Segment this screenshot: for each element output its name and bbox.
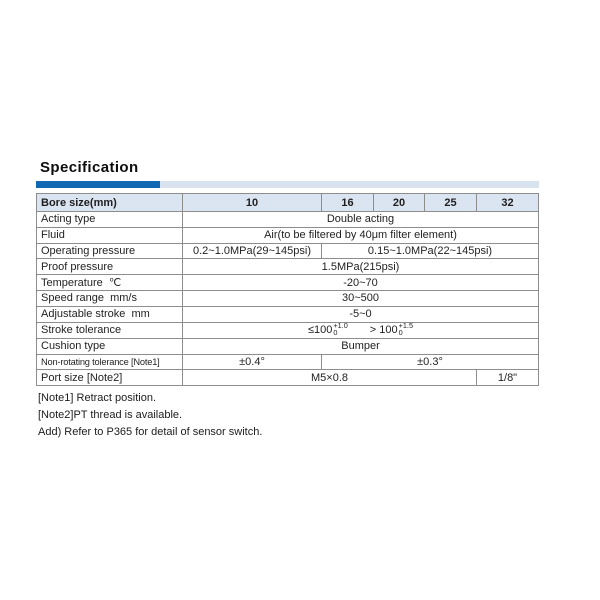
row-non-rotating-tolerance (37, 354, 539, 370)
tolerance-sup-sub (333, 322, 347, 337)
footnote-2: [Note2]PT thread is available. (38, 409, 183, 421)
footnote-1: [Note1] Retract position. (38, 392, 157, 404)
cell-value: 1/8" (477, 370, 539, 386)
row-label: Cushion type (37, 338, 183, 354)
row-label: Operating pressure (37, 243, 183, 259)
header-col-32: 32 (477, 194, 539, 212)
cell-value: 0.15~1.0MPa(22~145psi) (322, 243, 539, 259)
cell-value: Bumper (183, 338, 539, 354)
row-port-size (37, 370, 539, 386)
cell-value: -20~70 (183, 275, 539, 291)
header-col-10: 10 (183, 194, 322, 212)
header-bore-size-label: Bore size(mm) (37, 194, 183, 212)
row-proof-pressure (37, 259, 539, 275)
tolerance-base: > 100 (369, 324, 398, 337)
row-acting-type (37, 212, 539, 228)
row-label: Proof pressure (37, 259, 183, 275)
row-label: Speed range mm/s (37, 290, 183, 306)
footnote-3: Add) Refer to P365 for detail of sensor switch. (38, 426, 263, 438)
cell-value: M5×0.8 (183, 370, 477, 386)
tolerance-gt-100 (370, 323, 413, 338)
tolerance-sup: +1.5 (398, 322, 414, 330)
row-temperature (37, 275, 539, 291)
table-header-row (37, 194, 539, 212)
header-col-16: 16 (322, 194, 374, 212)
footnotes (38, 390, 262, 441)
row-speed-range (37, 290, 539, 306)
row-label: Stroke tolerance (37, 322, 183, 338)
tolerance-sub: 0 (398, 328, 403, 338)
row-label: Non-rotating tolerance [Note1] (37, 354, 183, 370)
row-stroke-tolerance (37, 322, 539, 338)
title-underline-dark-segment (36, 181, 160, 188)
cell-value: -5~0 (183, 306, 539, 322)
row-cushion-type (37, 338, 539, 354)
row-label: Fluid (37, 227, 183, 243)
row-label: Adjustable stroke mm (37, 306, 183, 322)
row-label: Acting type (37, 212, 183, 228)
row-label: Port size [Note2] (37, 370, 183, 386)
cell-value: 30~500 (183, 290, 539, 306)
page-title: Specification (40, 159, 139, 176)
cell-value: ±0.4° (183, 354, 322, 370)
cell-value: 1.5MPa(215psi) (183, 259, 539, 275)
row-label: Temperature ℃ (37, 275, 183, 291)
title-underline-light-segment (160, 181, 539, 188)
cell-value: Air(to be filtered by 40μm filter element) (183, 227, 539, 243)
tolerance-le-100 (308, 323, 348, 338)
tolerance-sub: 0 (333, 328, 338, 338)
specification-table (36, 193, 539, 386)
tolerance-base: ≤100 (307, 324, 333, 337)
cell-value: 0.2~1.0MPa(29~145psi) (183, 243, 322, 259)
cell-value: Double acting (183, 212, 539, 228)
row-adjustable-stroke (37, 306, 539, 322)
cell-value (183, 322, 539, 338)
tolerance-sup-sub (399, 322, 413, 337)
header-col-20: 20 (374, 194, 425, 212)
title-underline-bar (36, 181, 539, 188)
row-fluid (37, 227, 539, 243)
row-operating-pressure (37, 243, 539, 259)
cell-value: ±0.3° (322, 354, 539, 370)
tolerance-sup: +1.0 (333, 322, 348, 330)
stroke-tolerance-values (185, 323, 536, 338)
header-col-25: 25 (425, 194, 477, 212)
